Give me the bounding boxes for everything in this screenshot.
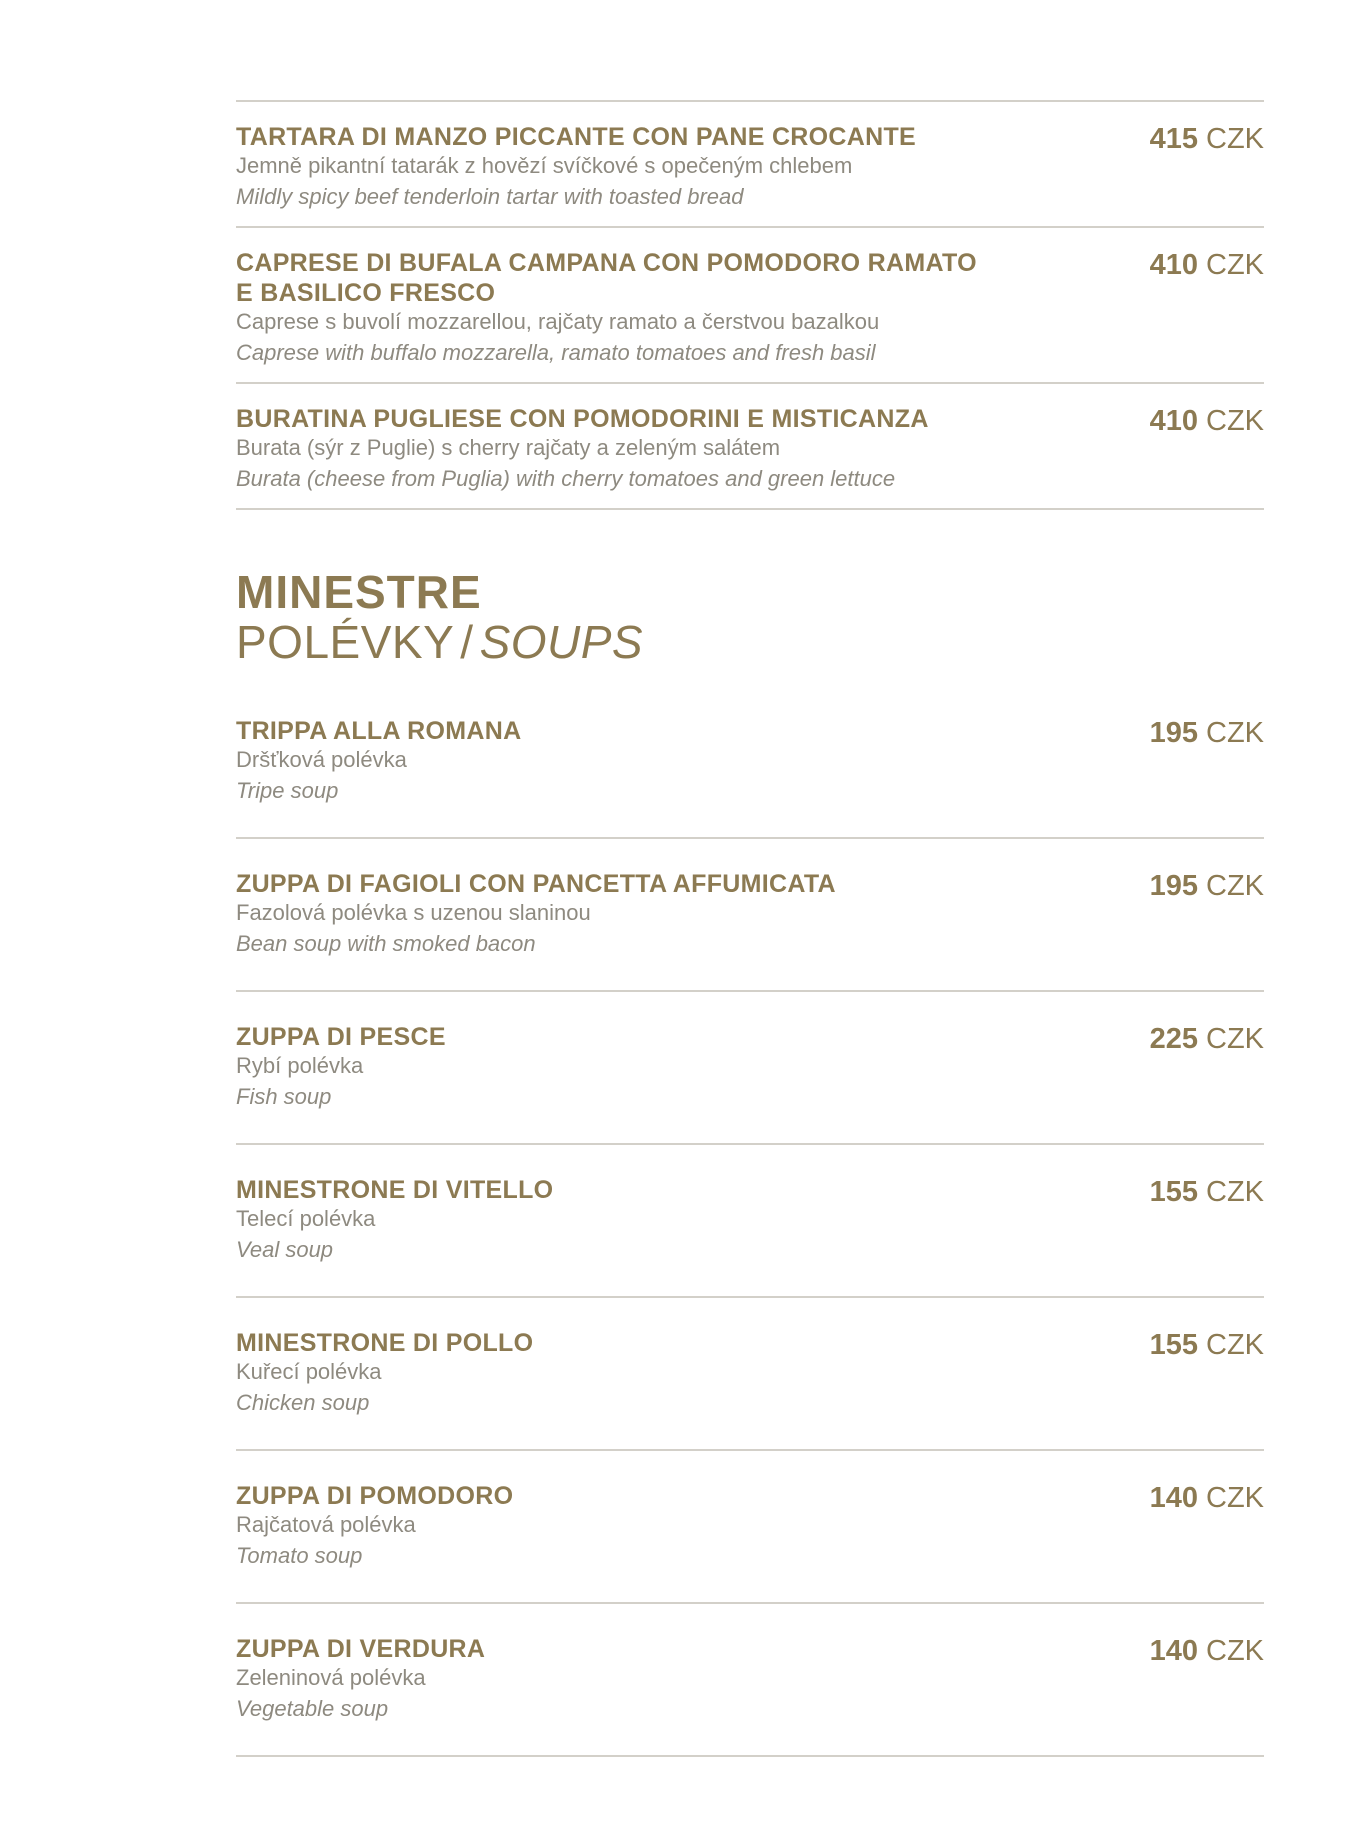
- item-text: [236, 1022, 446, 1110]
- item-description-cz: Zeleninová polévka: [236, 1665, 426, 1690]
- price-value: 225: [1149, 1023, 1198, 1055]
- item-name: MINESTRONE DI POLLO: [236, 1329, 534, 1357]
- price-value: 415: [1149, 123, 1198, 155]
- item-text: [236, 1481, 513, 1569]
- item-description-cz: Caprese s buvolí mozzarellou, rajčaty ramato a čerstvou bazalkou: [236, 309, 880, 334]
- item-price: [1150, 404, 1264, 438]
- item-description-en: Vegetable soup: [236, 1696, 389, 1721]
- item-text: [236, 1175, 553, 1263]
- item-text: [236, 122, 916, 210]
- divider: [236, 508, 1264, 510]
- item-text: [236, 1634, 485, 1722]
- price-value: 195: [1149, 717, 1198, 749]
- price-value: 155: [1149, 1176, 1198, 1208]
- menu-item-zuppa-pomodoro: [236, 1481, 1264, 1602]
- price-currency: CZK: [1206, 1023, 1264, 1055]
- item-description-cz: Rybí polévka: [236, 1053, 364, 1078]
- menu-item-tartara: [236, 102, 1264, 226]
- menu-item-trippa: [236, 716, 1264, 837]
- item-description-cz: Jemně pikantní tatarák z hovězí svíčkové s opečeným chlebem: [236, 153, 853, 178]
- item-description-en: Bean soup with smoked bacon: [236, 931, 536, 956]
- price-currency: CZK: [1206, 1176, 1264, 1208]
- item-description-cz: Rajčatová polévka: [236, 1512, 416, 1537]
- menu-item-zuppa-verdura: [236, 1634, 1264, 1755]
- item-description-en: Mildly spicy beef tenderloin tartar with toasted bread: [236, 184, 744, 209]
- item-text: [236, 404, 929, 492]
- price-currency: CZK: [1206, 123, 1264, 155]
- item-price: [1150, 1022, 1264, 1056]
- item-description-en: Caprese with buffalo mozzarella, ramato tomatoes and fresh basil: [236, 340, 876, 365]
- item-name: MINESTRONE DI VITELLO: [236, 1176, 554, 1204]
- menu-item-zuppa-pesce: [236, 1022, 1264, 1143]
- item-price: [1150, 1481, 1264, 1515]
- item-name: ZUPPA DI POMODORO: [236, 1482, 514, 1510]
- item-name: ZUPPA DI VERDURA: [236, 1635, 486, 1663]
- item-name: TARTARA DI MANZO PICCANTE CON PANE CROCANTE: [236, 123, 917, 151]
- item-name: BURATINA PUGLIESE CON POMODORINI E MISTICANZA: [236, 405, 929, 433]
- price-currency: CZK: [1206, 1329, 1264, 1361]
- menu-item-minestrone-pollo: [236, 1328, 1264, 1449]
- item-price: [1150, 248, 1264, 282]
- price-currency: CZK: [1206, 405, 1264, 437]
- price-currency: CZK: [1206, 870, 1264, 902]
- item-price: [1150, 1175, 1264, 1209]
- item-description-en: Burata (cheese from Puglia) with cherry tomatoes and green lettuce: [236, 466, 896, 491]
- item-description-cz: Telecí polévka: [236, 1206, 376, 1231]
- price-value: 410: [1149, 249, 1198, 281]
- item-price: [1150, 1634, 1264, 1668]
- item-price: [1150, 716, 1264, 750]
- section-subtitle-en: SOUPS: [479, 616, 644, 668]
- item-text: [236, 1328, 533, 1416]
- item-description-cz: Dršťková polévka: [236, 747, 407, 772]
- item-description-en: Veal soup: [236, 1237, 334, 1262]
- price-currency: CZK: [1206, 249, 1264, 281]
- item-text: [236, 716, 521, 804]
- soup-list: [236, 716, 1264, 1757]
- price-value: 195: [1149, 870, 1198, 902]
- item-name: TRIPPA ALLA ROMANA: [236, 717, 522, 745]
- menu-item-minestrone-vitello: [236, 1175, 1264, 1296]
- price-currency: CZK: [1206, 1635, 1264, 1667]
- item-price: [1150, 869, 1264, 903]
- menu-page: [236, 100, 1264, 1757]
- menu-item-buratina: [236, 384, 1264, 508]
- item-text: [236, 869, 836, 957]
- section-heading: [236, 568, 1264, 668]
- menu-item-zuppa-fagioli: [236, 869, 1264, 990]
- item-name: ZUPPA DI FAGIOLI CON PANCETTA AFFUMICATA: [236, 870, 836, 898]
- price-value: 410: [1149, 405, 1198, 437]
- price-currency: CZK: [1206, 1482, 1264, 1514]
- price-value: 140: [1149, 1635, 1198, 1667]
- item-name: ZUPPA DI PESCE: [236, 1023, 446, 1051]
- item-name-line2: E BASILICO FRESCO: [236, 279, 496, 307]
- item-description-cz: Fazolová polévka s uzenou slaninou: [236, 900, 591, 925]
- price-value: 140: [1149, 1482, 1198, 1514]
- menu-item-caprese: [236, 228, 1264, 382]
- price-value: 155: [1149, 1329, 1198, 1361]
- item-price: [1150, 1328, 1264, 1362]
- item-description-cz: Burata (sýr z Puglie) s cherry rajčaty a zeleným salátem: [236, 435, 781, 460]
- item-text: [236, 248, 977, 366]
- item-description-en: Tomato soup: [236, 1543, 363, 1568]
- item-description-en: Fish soup: [236, 1084, 332, 1109]
- section-slash: /: [460, 616, 474, 668]
- section-subtitle-cz: POLÉVKY: [236, 616, 455, 668]
- section-title: MINESTRE: [236, 566, 482, 618]
- divider: [236, 1755, 1264, 1757]
- item-description-cz: Kuřecí polévka: [236, 1359, 382, 1384]
- section-subtitle: [236, 616, 1264, 668]
- item-description-en: Tripe soup: [236, 778, 339, 803]
- price-currency: CZK: [1206, 717, 1264, 749]
- item-price: [1150, 122, 1264, 156]
- item-name: CAPRESE DI BUFALA CAMPANA CON POMODORO RAMATO: [236, 249, 977, 277]
- item-description-en: Chicken soup: [236, 1390, 370, 1415]
